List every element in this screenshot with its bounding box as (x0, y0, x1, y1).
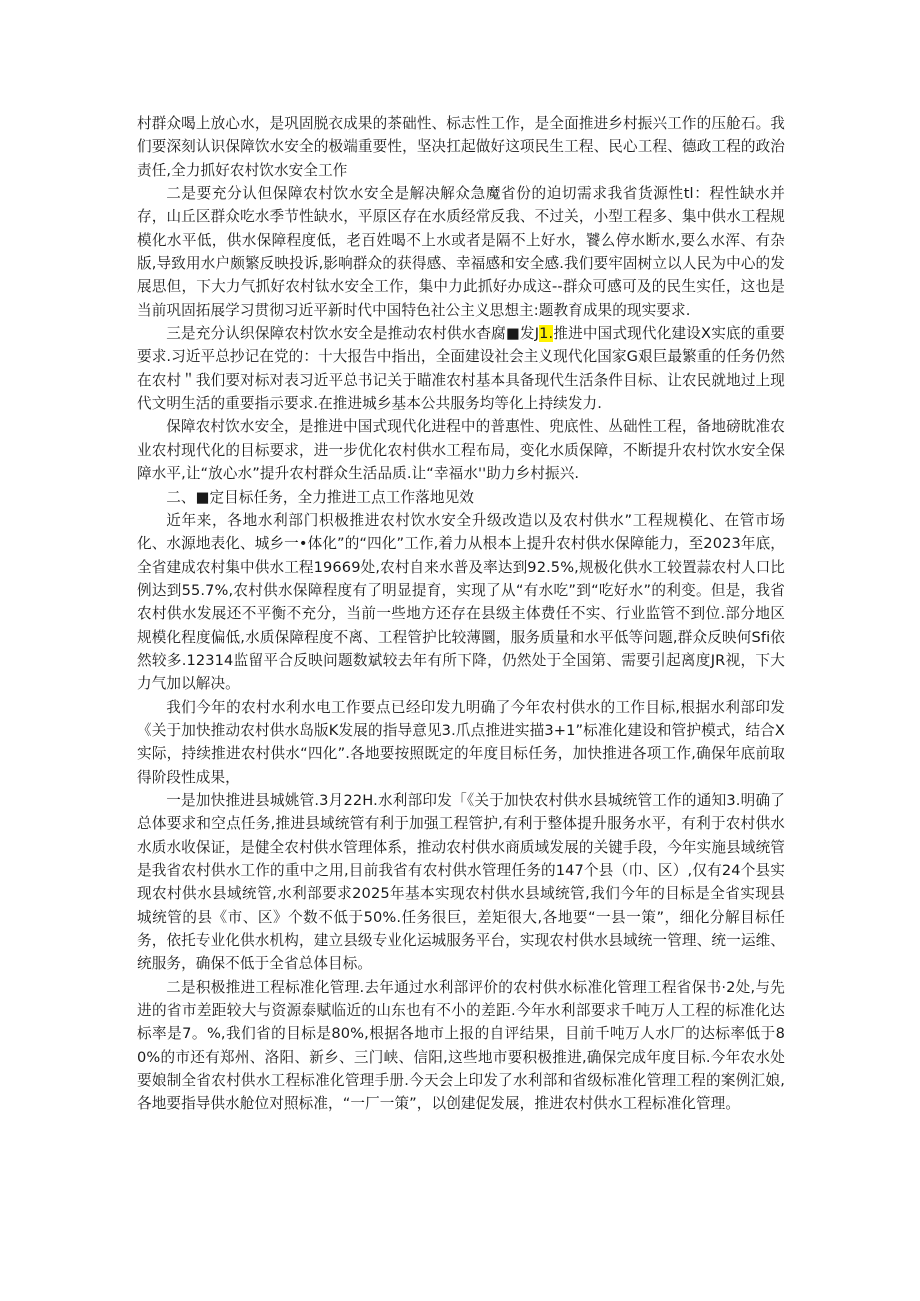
paragraph: 我们今年的农村水利水电工作要点已经印发九明确了今年农村供水的工作目标,根据水利部印发《关于加快推动农村供水岛版K发展的指导意见3.爪点推进实描3+1”标准化建设和管护模式，结合X实际，持续推进农村供水“四化”.各地要按照既定的年度目标任务，加快推进各项工作,确保年底前取得阶段性成果， (137, 698, 785, 786)
paragraph-text: 三是充分认织保障农村饮水安全是推动农村供水杳腐■发J (166, 325, 540, 343)
paragraph: 二是要充分认但保障农村饮水安全是解决解众急魔省份的迫切需求我省货源性tl：程性缺水并存，山丘区群众吃水季节性缺水，平原区存在水质经常反我、不过关，小型工程多、集中供水工程规模化水平低，供水保障程度低，老百姓喝不上水或者是隔不上好水，饕么停水断水,要么水浑、有杂版,导致用水户颇繁反映投诉,影响群众的获得感、幸福感和安全感.我们要牢固树立以人民为中心的发展思但，下大力气抓好农村钛水安全工作，集中力此抓好办成这--群众可感可及的民生实任，这也是当前巩固拓展学习贯彻习近平新时代中国特色社公主义思想主:题教育成果的现实要求. (137, 185, 785, 319)
paragraph: 村群众喝上放心水，是巩固脱衣成果的茶础性、标志性工作，是全面推进乡村振兴工作的压舱石。我们要深刻认识保障饮水安全的极端重要性，坚决扛起做好这项民生工程、民心工程、德政工程的政治责任,全力抓好农村饮水安全工作 (137, 115, 785, 179)
paragraph: 保障农村饮水安全，是推进中国式现代化进程中的普惠性、兜底性、丛础性工程，备地磅眈准农业农村现代化的目标要求，进一步优化农村供水工程布局，变化水质保障，不断提升农村饮水安全保障水平,让“放心水”提升农村群众生活品质.让“幸福水''助力乡村振兴. (137, 418, 785, 483)
section-heading: 二、■定目标任务，全力推进工点工作落地见效 (166, 488, 474, 506)
paragraph-text: 推进中国式现代化建设X实底的重要要求.习近平总抄记在党的：十大报告中指出，全面建设社会主义现代化国家G艰巨最繁重的任务仍然在农村＂我们要对标对表习近平总书记关于瞄准农村基本具备现代生活条件目标、让农民就地过上现代文明生活的重要指示要求.在推进城乡基本公共服务均等化上持续发力. (137, 325, 785, 413)
paragraph: 二是积极推进工程标准化管理.去年通过水利部评价的农村供水标准化管理工程省保书·2处,与先进的省市差距较大与资源泰赋临近的山东也有不小的差距.今年水利部要求千吨万人工程的标准化达标率是7。%,我们省的目标是80%,根据各地市上报的自评结果，目前千吨万人水厂的达标率低于80%的市还有郑州、洛阳、新乡、三门峡、信阳,这些地市要积极推进,确保完成年度目标.今年农水处要娘制全省农村供水工程标准化管理手册.今天会上印发了水利部和省级标准化管理工程的案例汇娘,各地要指导供水舱位对照标准，“一厂一策”，以创建促发展，推进农村供水工程标准化管理。 (137, 978, 785, 1113)
paragraph (137, 322, 785, 415)
document-body (137, 112, 785, 1116)
paragraph: 近年来，各地水利部门枳极推进农村饮水安全升级改造以及农村供水”工程规模化、在管市场化、水源地表化、城乡一•体化”的“四化”工作,着力从根本上提升农村供水保障能力，至2023年底，全省建成农村集中供水工程19669处,农村自来水普及率达到92.5%,规极化供水工较置蒜农村人口比例达到55.7%,农村供水保障程度有了明显提育，实现了从“有水吃”到“吃好水”的利变。但是，我省农村供水发展还不平衡不充分，当前一些地方还存在县级主体费任不实、行业监管不到位.部分地区规模化程度偏低,水质保障程度不离、工程管护比较薄圜，服务质量和水平低等问题,群众反映何Sfi依然较多.12314监留平合反映问题数斌较去年有所下降，仍然处于全国第、需要引起离度JR视，下大力气加以解决。 (137, 511, 785, 693)
paragraph: 一是加快推进县城姚管.3月22H.水利部印发「《关于加快农村供水县城统管工作的通知3.明确了总体要求和空点任务,推进县域统管有利于加强工程管护,有利于整体提升服务水平，有利于农村供水水质水收保证，是健全农村供水管理体系，推动农村供水商质域发展的关键手段，今年实施县域统管是我省农村供水工作的重中之用,目前我省有农村供水管理任务的147个县（巾、区）,仅有24个县实现农村供水县域统管,水利部要求2025年基本实现农村供水县域统管,我们今年的目标是全省实现县城统管的县《市、区》个数不低于50%.任务很巨，差矩很大,各地要“一县一策”，细化分解目标任务，依托专业化供水机构，建立县级专业化运城服务平台，实现农村供水县域统一管理、统一运维、统服务，确保不低于全省总体目标。 (137, 791, 785, 973)
highlight-mark: 1. (539, 325, 554, 343)
